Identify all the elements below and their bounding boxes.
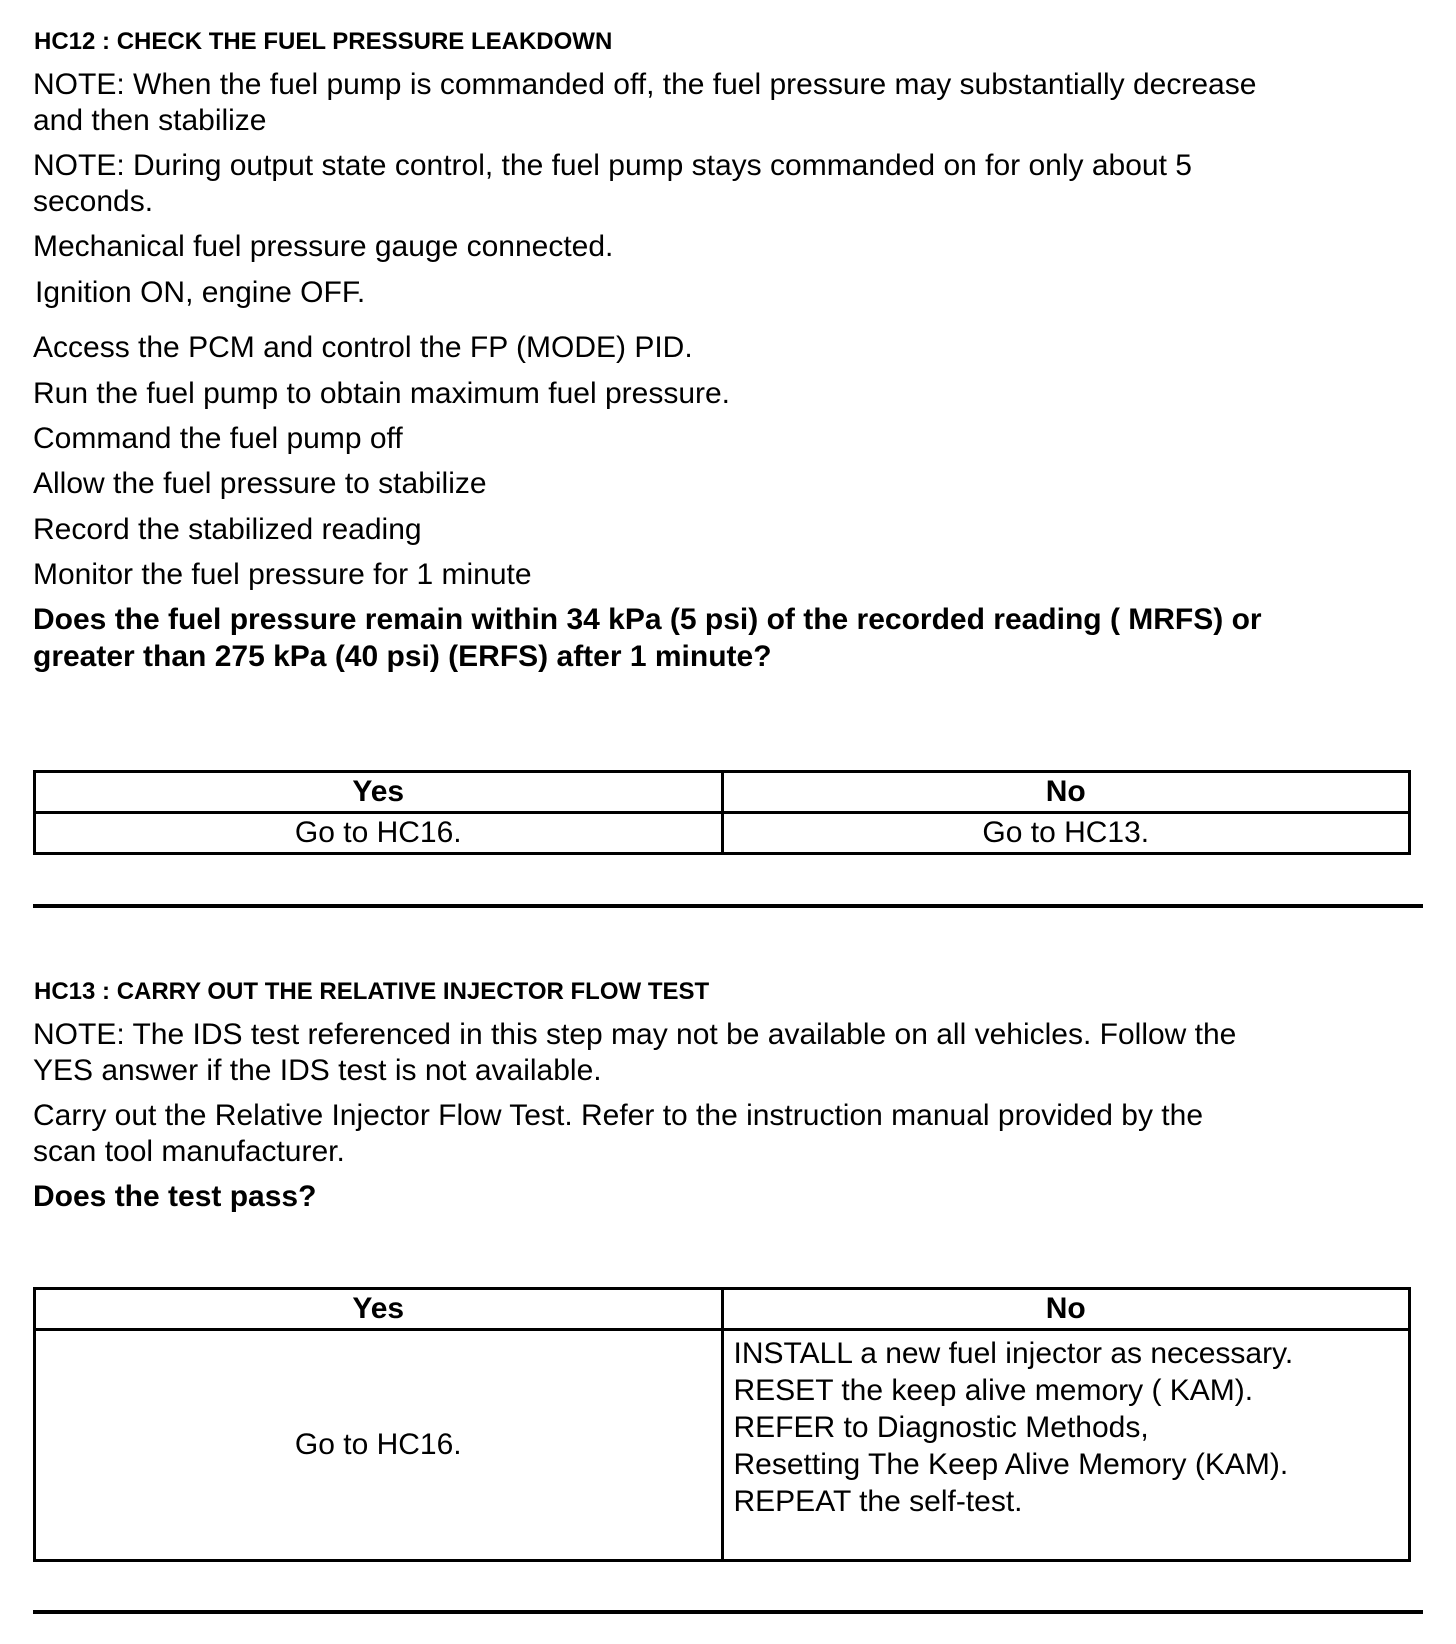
hc12-note1-line1: NOTE: When the fuel pump is commanded off, the fuel pressure may substantially decrease bbox=[33, 68, 1257, 101]
hc12-note1-line2: and then stabilize bbox=[33, 104, 267, 137]
hc12-question-line1: Does the fuel pressure remain within 34 kPa (5 psi) of the recorded reading ( MRFS) or bbox=[33, 603, 1262, 636]
hc12-step-5: Command the fuel pump off bbox=[33, 422, 403, 455]
hc12-step-2: Ignition ON, engine OFF. bbox=[35, 276, 366, 309]
hc12-question-line2: greater than 275 kPa (40 psi) (ERFS) after 1 minute? bbox=[33, 640, 772, 673]
hc13-title: HC13 : CARRY OUT THE RELATIVE INJECTOR FLOW TEST bbox=[34, 978, 710, 1005]
section-divider-bottom bbox=[33, 1610, 1423, 1614]
hc13-no-line-2: RESET the keep alive memory ( KAM). bbox=[733, 1374, 1254, 1407]
hc13-no-line-5: REPEAT the self-test. bbox=[733, 1485, 1023, 1518]
hc13-result-table bbox=[33, 1287, 1411, 1562]
hc12-step-8: Monitor the fuel pressure for 1 minute bbox=[33, 558, 532, 591]
hc12-yes-result: Go to HC16. bbox=[35, 813, 723, 854]
hc12-note2-line2: seconds. bbox=[33, 185, 154, 218]
hc12-step-3: Access the PCM and control the FP (MODE) PID. bbox=[33, 331, 693, 364]
hc12-step-6: Allow the fuel pressure to stabilize bbox=[33, 467, 487, 500]
hc12-no-header: No bbox=[722, 772, 1410, 813]
hc13-step-line2: scan tool manufacturer. bbox=[33, 1135, 345, 1168]
hc13-note-line1: NOTE: The IDS test referenced in this step may not be available on all vehicles. Follow the bbox=[33, 1018, 1237, 1051]
hc12-yes-header: Yes bbox=[35, 772, 723, 813]
hc12-result-table bbox=[33, 770, 1411, 855]
hc12-step-1: Mechanical fuel pressure gauge connected. bbox=[33, 230, 614, 263]
hc12-title: HC12 : CHECK THE FUEL PRESSURE LEAKDOWN bbox=[34, 28, 613, 55]
hc13-question: Does the test pass? bbox=[33, 1180, 317, 1213]
hc13-note-line2: YES answer if the IDS test is not available. bbox=[33, 1054, 602, 1087]
hc13-no-header: No bbox=[722, 1289, 1410, 1330]
hc12-no-result: Go to HC13. bbox=[722, 813, 1410, 854]
hc12-step-4: Run the fuel pump to obtain maximum fuel pressure. bbox=[33, 377, 731, 410]
hc13-yes-result: Go to HC16. bbox=[35, 1330, 723, 1561]
hc12-note2-line1: NOTE: During output state control, the fuel pump stays commanded on for only about 5 bbox=[33, 149, 1192, 182]
hc13-no-line-4: Resetting The Keep Alive Memory (KAM). bbox=[733, 1448, 1289, 1481]
hc13-yes-header: Yes bbox=[35, 1289, 723, 1330]
hc13-no-result bbox=[722, 1330, 1410, 1561]
hc13-step-line1: Carry out the Relative Injector Flow Test. Refer to the instruction manual provided by the bbox=[33, 1099, 1204, 1132]
hc12-step-7: Record the stabilized reading bbox=[33, 513, 422, 546]
hc13-no-line-1: INSTALL a new fuel injector as necessary. bbox=[733, 1337, 1294, 1370]
section-divider bbox=[33, 904, 1423, 908]
hc13-no-line-3: REFER to Diagnostic Methods, bbox=[733, 1411, 1149, 1444]
